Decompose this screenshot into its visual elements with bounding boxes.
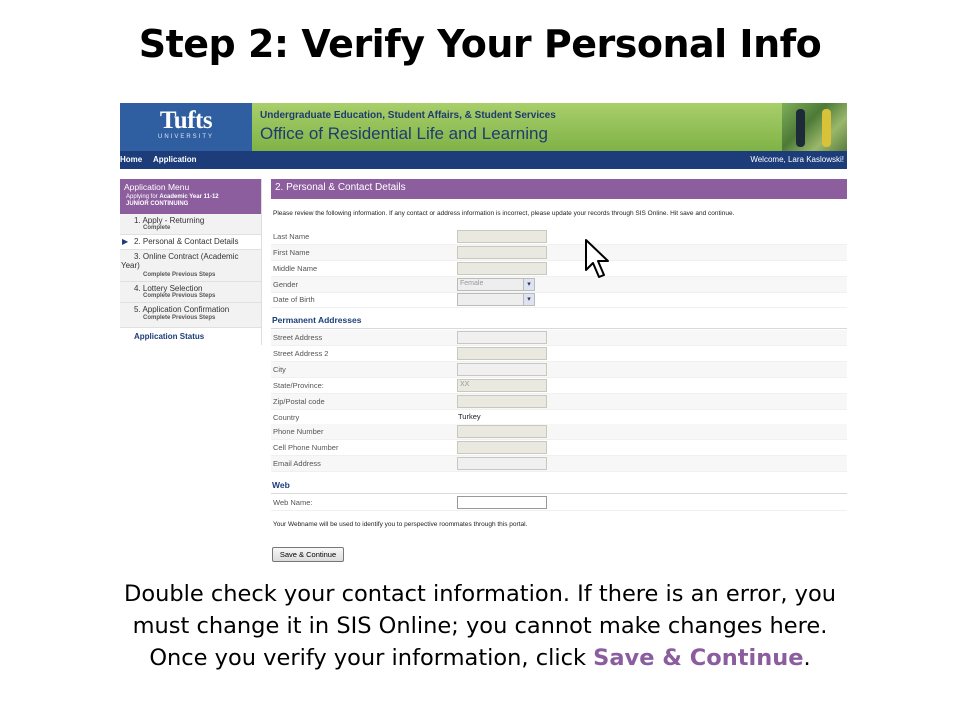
form-row-city	[271, 362, 847, 378]
form-row-phone	[271, 424, 847, 440]
chevron-down-icon: ▾	[523, 294, 534, 305]
save-continue-button[interactable]: Save & Continue	[272, 547, 344, 562]
section-title: Permanent Addresses	[272, 315, 362, 325]
sidebar-item-status: Complete Previous Steps	[143, 315, 216, 321]
slide-caption	[40, 578, 920, 674]
field-label: Street Address 2	[273, 349, 329, 358]
sidebar-item-label: 3. Online Contract (Academic	[134, 252, 239, 261]
phone-field[interactable]	[457, 425, 547, 438]
form-row-email	[271, 456, 847, 472]
welcome-text: Welcome, Lara Kaslowski!	[750, 155, 844, 164]
field-label: City	[273, 365, 286, 374]
application-menu	[120, 179, 262, 345]
field-label: Email Address	[273, 459, 321, 468]
active-item-arrow-icon: ▶	[122, 237, 129, 246]
runner-figure	[796, 109, 805, 147]
sidebar-item-label: 5. Application Confirmation	[134, 305, 230, 314]
web-name-note: Your Webname will be used to identify you to perspective roommates through this portal.	[273, 521, 528, 528]
last-name-field[interactable]	[457, 230, 547, 243]
gender-value: Female	[460, 280, 484, 287]
cell-phone-field[interactable]	[457, 441, 547, 454]
caption-highlight: Save & Continue	[593, 645, 804, 671]
sidebar-item-status: Complete	[143, 225, 171, 231]
form-row-last-name	[271, 229, 847, 245]
form-row-state	[271, 378, 847, 394]
state-value: XX	[460, 381, 470, 388]
permanent-address-heading	[271, 314, 847, 329]
sidebar-item-application-status[interactable]: Application Status	[134, 332, 205, 341]
email-field[interactable]	[457, 457, 547, 470]
sidebar-item-label: 1. Apply - Returning	[134, 216, 205, 225]
country-value: Turkey	[458, 412, 481, 421]
sidebar-item-contract[interactable]	[120, 250, 261, 282]
section-header	[271, 179, 847, 199]
instructions-text: Please review the following information. If any contact or address information is incorrect, please update your records through SIS Online. Hit save and continue.	[273, 210, 735, 217]
street-address-2-field[interactable]	[457, 347, 547, 360]
banner-office: Office of Residential Life and Learning	[260, 124, 548, 143]
page-title: 2. Personal & Contact Details	[275, 182, 406, 193]
state-field[interactable]	[457, 379, 547, 392]
sidebar-item-personal[interactable]	[120, 235, 261, 250]
form-row-street	[271, 330, 847, 346]
app-screenshot	[120, 103, 847, 563]
main-panel	[271, 179, 847, 563]
form-row-middle-name	[271, 261, 847, 277]
field-label: Zip/Postal code	[273, 397, 325, 406]
web-heading	[271, 479, 847, 494]
field-label: State/Province:	[273, 381, 324, 390]
web-name-input[interactable]	[457, 496, 547, 509]
zip-field[interactable]	[457, 395, 547, 408]
logo-subtitle: UNIVERSITY	[157, 134, 214, 140]
form-row-zip	[271, 394, 847, 410]
caption-line	[40, 642, 920, 674]
field-label: Cell Phone Number	[273, 443, 339, 452]
sidebar-item-status: Complete Previous Steps	[143, 293, 216, 299]
sidebar-item-status: Complete Previous Steps	[143, 272, 216, 278]
runner-figure	[822, 109, 831, 147]
gender-select[interactable]	[457, 278, 535, 291]
sidebar-item-confirmation[interactable]	[120, 303, 261, 328]
first-name-field[interactable]	[457, 246, 547, 259]
sidebar-item-apply[interactable]	[120, 214, 261, 235]
field-label: Web Name:	[273, 498, 313, 507]
field-label: Phone Number	[273, 427, 324, 436]
middle-name-field[interactable]	[457, 262, 547, 275]
sidebar-item-label: 2. Personal & Contact Details	[134, 237, 239, 246]
form-row-dob	[271, 292, 847, 308]
logo-wordmark: Tufts	[159, 107, 213, 134]
applying-year: Academic Year 11-12	[159, 194, 219, 200]
site-banner	[120, 103, 847, 151]
mouse-pointer-icon	[584, 238, 614, 284]
applying-label: Applying for	[126, 194, 158, 200]
field-label: Street Address	[273, 333, 323, 342]
field-label: First Name	[273, 248, 310, 257]
menu-applying-for	[126, 194, 219, 200]
banner-photo	[782, 103, 847, 151]
nav-home[interactable]: Home	[120, 155, 143, 164]
field-label: Gender	[273, 280, 299, 289]
nav-application[interactable]: Application	[153, 155, 197, 164]
sidebar-item-label-cont: Year)	[121, 261, 140, 270]
slide-title: Step 2: Verify Your Personal Info	[138, 22, 822, 66]
field-label: Last Name	[273, 232, 310, 241]
form-row-first-name	[271, 245, 847, 261]
street-address-field[interactable]	[457, 331, 547, 344]
form-row-cell	[271, 440, 847, 456]
field-label: Date of Birth	[273, 295, 315, 304]
city-field[interactable]	[457, 363, 547, 376]
menu-header	[120, 179, 261, 214]
field-label: Country	[273, 413, 300, 422]
caption-text: Once you verify your information, click	[149, 645, 594, 671]
tufts-logo[interactable]	[120, 103, 252, 151]
sidebar-item-lottery[interactable]	[120, 282, 261, 303]
field-label: Middle Name	[273, 264, 318, 273]
form-row-gender	[271, 277, 847, 293]
caption-line: Double check your contact information. If there is an error, you	[124, 581, 836, 607]
menu-class-status: JUNIOR CONTINUING	[126, 201, 189, 207]
chevron-down-icon: ▾	[523, 279, 534, 290]
sidebar-item-label: 4. Lottery Selection	[134, 284, 203, 293]
form-row-web-name	[271, 495, 847, 511]
top-nav	[120, 151, 847, 169]
caption-line: must change it in SIS Online; you cannot make changes here.	[132, 613, 828, 639]
caption-text: .	[803, 645, 811, 671]
menu-title: Application Menu	[124, 182, 190, 192]
dob-select[interactable]	[457, 293, 535, 306]
banner-department: Undergraduate Education, Student Affairs, & Student Services	[260, 110, 556, 121]
form-row-street2	[271, 346, 847, 362]
section-title: Web	[272, 480, 290, 490]
